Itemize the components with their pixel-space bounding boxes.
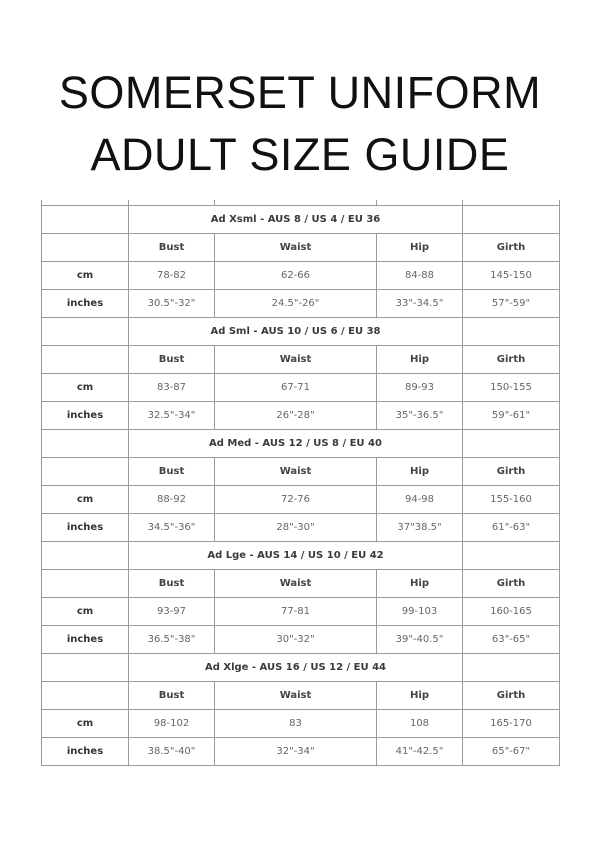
empty-cell xyxy=(42,542,129,570)
table-row-inches xyxy=(42,402,560,430)
column-header-row xyxy=(42,458,560,486)
inches-value-waist: 30"-32" xyxy=(215,626,377,654)
size-section-row xyxy=(42,206,560,234)
empty-cell xyxy=(42,234,129,262)
inches-value-girth: 61"-63" xyxy=(463,514,560,542)
column-header-bust: Bust xyxy=(129,458,215,486)
row-label-cm: cm xyxy=(42,486,129,514)
column-header-waist: Waist xyxy=(215,458,377,486)
size-section-title: Ad Xsml - AUS 8 / US 4 / EU 36 xyxy=(129,206,463,234)
empty-cell xyxy=(463,318,560,346)
inches-value-hip: 41"-42.5" xyxy=(377,738,463,766)
cm-value-hip: 94-98 xyxy=(377,486,463,514)
title-line-1: SOMERSET UNIFORM xyxy=(58,67,542,118)
inches-value-waist: 26"-28" xyxy=(215,402,377,430)
cm-value-hip: 84-88 xyxy=(377,262,463,290)
column-header-row xyxy=(42,570,560,598)
empty-cell xyxy=(42,346,129,374)
size-section-title: Ad Med - AUS 12 / US 8 / EU 40 xyxy=(129,430,463,458)
row-label-inches: inches xyxy=(42,402,129,430)
inches-value-hip: 39"-40.5" xyxy=(377,626,463,654)
empty-cell xyxy=(42,430,129,458)
size-section-title: Ad Sml - AUS 10 / US 6 / EU 38 xyxy=(129,318,463,346)
column-header-waist: Waist xyxy=(215,234,377,262)
empty-cell xyxy=(42,318,129,346)
inches-value-bust: 34.5"-36" xyxy=(129,514,215,542)
cm-value-waist: 72-76 xyxy=(215,486,377,514)
inches-value-girth: 63"-65" xyxy=(463,626,560,654)
empty-cell xyxy=(42,206,129,234)
empty-cell xyxy=(463,542,560,570)
cm-value-bust: 78-82 xyxy=(129,262,215,290)
empty-cell xyxy=(463,206,560,234)
column-header-bust: Bust xyxy=(129,570,215,598)
table-row-inches xyxy=(42,290,560,318)
cm-value-bust: 98-102 xyxy=(129,710,215,738)
empty-cell xyxy=(42,570,129,598)
size-section-row xyxy=(42,654,560,682)
inches-value-bust: 30.5"-32" xyxy=(129,290,215,318)
inches-value-hip: 35"-36.5" xyxy=(377,402,463,430)
column-header-girth: Girth xyxy=(463,234,560,262)
size-guide-body xyxy=(42,200,560,766)
size-section-row xyxy=(42,430,560,458)
column-header-girth: Girth xyxy=(463,458,560,486)
column-header-hip: Hip xyxy=(377,346,463,374)
column-header-girth: Girth xyxy=(463,346,560,374)
inches-value-bust: 32.5"-34" xyxy=(129,402,215,430)
size-guide-table xyxy=(41,200,560,766)
size-section-title: Ad Xlge - AUS 16 / US 12 / EU 44 xyxy=(129,654,463,682)
column-header-hip: Hip xyxy=(377,458,463,486)
cm-value-hip: 99-103 xyxy=(377,598,463,626)
inches-value-girth: 65"-67" xyxy=(463,738,560,766)
inches-value-bust: 36.5"-38" xyxy=(129,626,215,654)
inches-value-bust: 38.5"-40" xyxy=(129,738,215,766)
cm-value-girth: 145-150 xyxy=(463,262,560,290)
cm-value-girth: 150-155 xyxy=(463,374,560,402)
inches-value-waist: 24.5"-26" xyxy=(215,290,377,318)
title-line-2: ADULT SIZE GUIDE xyxy=(90,129,510,180)
table-row-cm xyxy=(42,598,560,626)
column-header-hip: Hip xyxy=(377,682,463,710)
cm-value-waist: 77-81 xyxy=(215,598,377,626)
empty-cell xyxy=(463,654,560,682)
inches-value-girth: 57"-59" xyxy=(463,290,560,318)
row-label-inches: inches xyxy=(42,290,129,318)
row-label-cm: cm xyxy=(42,262,129,290)
row-label-cm: cm xyxy=(42,710,129,738)
inches-value-hip: 33"-34.5" xyxy=(377,290,463,318)
size-section-row xyxy=(42,318,560,346)
column-header-row xyxy=(42,346,560,374)
column-header-waist: Waist xyxy=(215,346,377,374)
cm-value-hip: 108 xyxy=(377,710,463,738)
empty-cell xyxy=(463,430,560,458)
empty-cell xyxy=(42,458,129,486)
column-header-waist: Waist xyxy=(215,570,377,598)
cm-value-bust: 93-97 xyxy=(129,598,215,626)
table-row-cm xyxy=(42,374,560,402)
empty-cell xyxy=(42,682,129,710)
column-header-girth: Girth xyxy=(463,570,560,598)
cm-value-waist: 62-66 xyxy=(215,262,377,290)
size-section-title: Ad Lge - AUS 14 / US 10 / EU 42 xyxy=(129,542,463,570)
inches-value-waist: 28"-30" xyxy=(215,514,377,542)
cm-value-girth: 165-170 xyxy=(463,710,560,738)
inches-value-waist: 32"-34" xyxy=(215,738,377,766)
cm-value-girth: 155-160 xyxy=(463,486,560,514)
table-row-cm xyxy=(42,710,560,738)
column-header-bust: Bust xyxy=(129,682,215,710)
inches-value-girth: 59"-61" xyxy=(463,402,560,430)
row-label-inches: inches xyxy=(42,626,129,654)
cm-value-waist: 83 xyxy=(215,710,377,738)
cm-value-hip: 89-93 xyxy=(377,374,463,402)
table-row-inches xyxy=(42,738,560,766)
page-title xyxy=(0,62,600,186)
row-label-inches: inches xyxy=(42,738,129,766)
cm-value-bust: 83-87 xyxy=(129,374,215,402)
row-label-cm: cm xyxy=(42,598,129,626)
column-header-bust: Bust xyxy=(129,234,215,262)
table-row-inches xyxy=(42,626,560,654)
column-header-row xyxy=(42,682,560,710)
size-guide-table-wrapper xyxy=(41,200,559,766)
column-header-hip: Hip xyxy=(377,570,463,598)
table-row-inches xyxy=(42,514,560,542)
cm-value-waist: 67-71 xyxy=(215,374,377,402)
row-label-cm: cm xyxy=(42,374,129,402)
table-row-cm xyxy=(42,262,560,290)
column-header-girth: Girth xyxy=(463,682,560,710)
cm-value-bust: 88-92 xyxy=(129,486,215,514)
column-header-hip: Hip xyxy=(377,234,463,262)
table-row-cm xyxy=(42,486,560,514)
column-header-bust: Bust xyxy=(129,346,215,374)
empty-cell xyxy=(42,654,129,682)
column-header-waist: Waist xyxy=(215,682,377,710)
column-header-row xyxy=(42,234,560,262)
row-label-inches: inches xyxy=(42,514,129,542)
inches-value-hip: 37"38.5" xyxy=(377,514,463,542)
size-section-row xyxy=(42,542,560,570)
cm-value-girth: 160-165 xyxy=(463,598,560,626)
